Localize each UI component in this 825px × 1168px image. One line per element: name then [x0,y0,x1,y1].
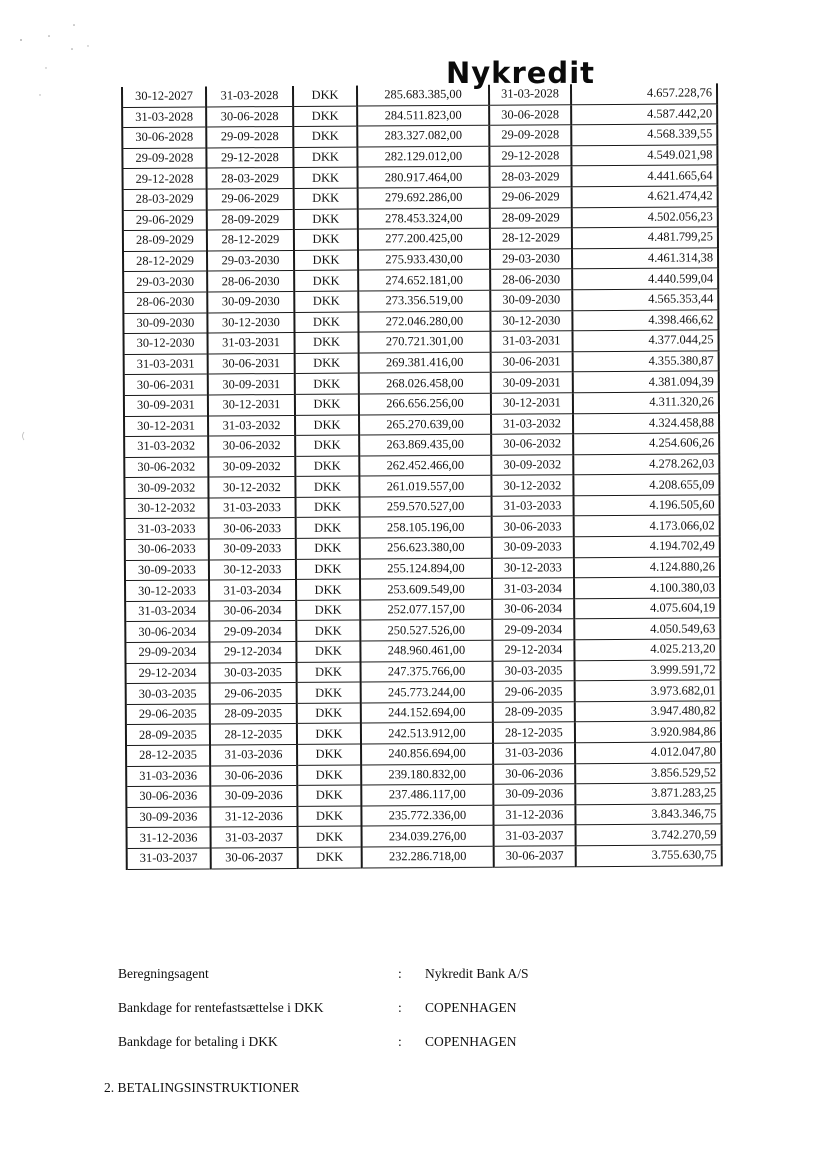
period-start-date: 28-03-2029 [123,189,207,210]
notional-amount: 240.856.694,00 [361,743,493,764]
period-end-date: 31-03-2031 [208,333,295,354]
payment-date: 30-12-2032 [491,475,573,496]
payment-date: 29-12-2034 [492,640,574,661]
notional-amount: 232.286.718,00 [362,846,494,867]
period-end-date: 31-03-2033 [209,497,296,518]
period-start-date: 31-03-2031 [124,354,208,375]
currency-code: DKK [295,394,359,415]
payment-date: 30-09-2033 [492,537,574,558]
period-start-date: 30-06-2034 [125,621,209,642]
notional-amount: 252.077.157,00 [360,599,492,620]
currency-code: DKK [293,147,357,168]
currency-code: DKK [295,332,359,353]
notional-amount: 253.609.549,00 [360,578,492,599]
period-end-date: 28-12-2029 [207,230,294,251]
period-end-date: 30-09-2036 [210,786,297,807]
currency-code: DKK [296,641,360,662]
payment-date: 31-03-2031 [490,331,572,352]
currency-code: DKK [295,373,359,394]
interest-amount: 4.440.599,04 [572,268,718,289]
interest-amount: 4.565.353,44 [572,289,718,310]
currency-code: DKK [294,209,358,230]
speck [71,48,73,50]
payment-date: 31-03-2034 [492,578,574,599]
payment-date: 29-06-2029 [490,187,572,208]
interest-amount: 4.208.655,09 [573,474,719,495]
period-start-date: 30-09-2030 [123,313,207,334]
period-end-date: 31-03-2028 [206,86,293,107]
period-end-date: 30-09-2032 [208,456,295,477]
period-start-date: 30-09-2031 [124,395,208,416]
term-label: Beregningsagent [118,966,209,981]
interest-amount: 4.012.047,80 [575,742,721,763]
period-end-date: 30-06-2032 [208,436,295,457]
currency-code: DKK [296,518,360,539]
currency-code: DKK [297,785,361,806]
period-end-date: 28-09-2035 [210,703,297,724]
currency-code: DKK [294,291,358,312]
interest-amount: 3.920.984,86 [575,721,721,742]
period-start-date: 31-03-2032 [124,436,208,457]
period-end-date: 29-03-2030 [207,250,294,271]
period-start-date: 29-12-2034 [126,663,210,684]
period-start-date: 29-09-2034 [125,642,209,663]
interest-amount: 3.843.346,75 [575,804,721,825]
currency-code: DKK [294,188,358,209]
interest-amount: 4.355.380,87 [573,351,719,372]
period-start-date: 31-03-2028 [122,107,206,128]
interest-amount: 3.947.480,82 [575,701,721,722]
currency-code: DKK [297,744,361,765]
interest-amount: 3.871.283,25 [575,783,721,804]
notional-amount: 234.039.276,00 [362,826,494,847]
period-start-date: 28-09-2035 [126,724,210,745]
notional-amount: 269.381.416,00 [359,352,491,373]
period-start-date: 30-03-2035 [126,683,210,704]
currency-code: DKK [297,723,361,744]
notional-amount: 265.270.639,00 [359,414,491,435]
period-end-date: 30-09-2031 [208,374,295,395]
section-number: 2. [104,1080,115,1095]
interest-amount: 4.025.213,20 [574,639,720,660]
period-start-date: 30-12-2031 [124,415,208,436]
currency-code: DKK [297,806,361,827]
notional-amount: 256.623.380,00 [360,537,492,558]
period-end-date: 31-03-2034 [209,580,296,601]
interest-amount: 4.587.442,20 [571,103,717,124]
period-end-date: 30-12-2031 [208,394,295,415]
interest-amount: 4.381.094,39 [573,371,719,392]
currency-code: DKK [295,456,359,477]
payment-date: 30-12-2033 [492,557,574,578]
period-start-date: 30-09-2032 [124,477,208,498]
speck [48,35,50,37]
payment-date: 30-09-2032 [491,454,573,475]
period-start-date: 30-12-2027 [122,86,206,107]
payment-date: 28-06-2030 [490,269,572,290]
period-start-date: 29-09-2028 [122,148,206,169]
period-end-date: 30-06-2033 [209,518,296,539]
currency-code: DKK [297,662,361,683]
interest-amount: 3.742.270,59 [576,824,722,845]
payment-date: 30-09-2031 [491,372,573,393]
period-start-date: 30-12-2030 [124,333,208,354]
interest-amount: 4.124.880,26 [574,557,720,578]
period-start-date: 30-06-2032 [124,457,208,478]
interest-amount: 4.549.021,98 [571,145,717,166]
payment-date: 30-09-2030 [490,290,572,311]
notional-amount: 278.453.324,00 [358,208,490,229]
notional-amount: 268.026.458,00 [359,373,491,394]
notional-amount: 280.917.464,00 [357,167,489,188]
payment-schedule-table [121,83,723,869]
notional-amount: 258.105.196,00 [360,517,492,538]
notional-amount: 242.513.912,00 [361,723,493,744]
nykredit-logo: Nykredit [446,56,595,90]
notional-amount: 266.656.256,00 [359,393,491,414]
notional-amount: 245.773.244,00 [361,681,493,702]
speck [39,94,40,95]
currency-code: DKK [295,353,359,374]
period-start-date: 30-06-2033 [125,539,209,560]
period-start-date: 30-09-2036 [126,807,210,828]
notional-amount: 274.652.181,00 [358,270,490,291]
period-end-date: 30-06-2036 [210,765,297,786]
payment-date: 30-12-2031 [491,393,573,414]
period-end-date: 28-12-2035 [210,724,297,745]
interest-amount: 4.196.505,60 [574,495,720,516]
currency-code: DKK [295,435,359,456]
notional-amount: 261.019.557,00 [359,476,491,497]
speck [20,39,22,41]
payment-date: 29-09-2034 [492,619,574,640]
period-end-date: 31-03-2032 [208,415,295,436]
currency-code: DKK [296,620,360,641]
term-value: COPENHAGEN [425,1034,517,1049]
notional-amount: 277.200.425,00 [358,228,490,249]
notional-amount: 263.869.435,00 [359,434,491,455]
notional-amount: 270.721.301,00 [359,331,491,352]
currency-code: DKK [296,600,360,621]
section-title: BETALINGSINSTRUKTIONER [117,1080,300,1095]
interest-amount: 4.568.339,55 [571,124,717,145]
notional-amount: 262.452.466,00 [359,455,491,476]
notional-amount: 235.772.336,00 [361,805,493,826]
notional-amount: 244.152.694,00 [361,702,493,723]
interest-amount: 4.324.458,88 [573,412,719,433]
notional-amount: 239.180.832,00 [361,764,493,785]
interest-amount: 4.311.320,26 [573,392,719,413]
period-end-date: 31-03-2037 [211,827,298,848]
currency-code: DKK [295,415,359,436]
interest-amount: 4.254.606,26 [573,433,719,454]
payment-date: 29-09-2028 [489,125,571,146]
interest-amount: 3.856.529,52 [575,762,721,783]
notional-amount: 284.511.823,00 [357,105,489,126]
interest-amount: 4.657.228,76 [571,83,717,104]
payment-date: 28-12-2035 [493,722,575,743]
notional-amount: 272.046.280,00 [358,311,490,332]
section-heading [104,1080,299,1096]
interest-amount: 4.502.056,23 [572,206,718,227]
notional-amount: 273.356.519,00 [358,290,490,311]
period-start-date: 29-12-2028 [123,168,207,189]
period-end-date: 30-09-2033 [209,539,296,560]
period-start-date: 29-06-2035 [126,704,210,725]
currency-code: DKK [294,229,358,250]
payment-date: 30-09-2036 [493,784,575,805]
currency-code: DKK [293,106,357,127]
period-start-date: 31-03-2036 [126,766,210,787]
payment-date: 31-03-2033 [492,496,574,517]
payment-date: 30-06-2034 [492,599,574,620]
period-start-date: 30-09-2033 [125,560,209,581]
notional-amount: 283.327.082,00 [357,125,489,146]
period-end-date: 28-03-2029 [206,168,293,189]
currency-code: DKK [294,250,358,271]
currency-code: DKK [294,312,358,333]
period-end-date: 30-03-2035 [210,662,297,683]
currency-code: DKK [298,826,362,847]
payment-date: 28-12-2029 [490,228,572,249]
period-start-date: 30-12-2032 [125,498,209,519]
speck [23,432,25,440]
period-end-date: 31-12-2036 [210,806,297,827]
interest-amount: 4.377.044,25 [572,330,718,351]
currency-code: DKK [296,559,360,580]
notional-amount: 248.960.461,00 [360,640,492,661]
period-end-date: 29-06-2035 [210,683,297,704]
period-start-date: 31-03-2037 [127,848,211,869]
term-label: Bankdage for rentefastsættelse i DKK [118,1000,324,1015]
notional-amount: 279.692.286,00 [358,187,490,208]
payment-date: 30-06-2037 [494,846,576,867]
currency-code: DKK [296,497,360,518]
currency-code: DKK [296,579,360,600]
notional-amount: 275.933.430,00 [358,249,490,270]
period-start-date: 31-03-2034 [125,601,209,622]
interest-amount: 4.621.474,42 [572,186,718,207]
notional-amount: 285.683.385,00 [357,85,489,106]
payment-date: 31-03-2032 [491,413,573,434]
currency-code: DKK [296,538,360,559]
period-start-date: 28-12-2035 [126,745,210,766]
period-start-date: 31-03-2033 [125,518,209,539]
period-start-date: 28-09-2029 [123,230,207,251]
term-label: Bankdage for betaling i DKK [118,1034,278,1049]
term-separator: : [398,1000,402,1015]
payment-date: 31-03-2028 [489,84,571,105]
period-start-date: 28-12-2029 [123,251,207,272]
interest-amount: 4.398.466,62 [572,309,718,330]
notional-amount: 247.375.766,00 [361,661,493,682]
currency-code: DKK [294,270,358,291]
payment-date: 30-06-2032 [491,434,573,455]
period-start-date: 29-03-2030 [123,271,207,292]
interest-amount: 4.441.665,64 [571,165,717,186]
notional-amount: 282.129.012,00 [357,146,489,167]
period-start-date: 28-06-2030 [123,292,207,313]
payment-date: 30-03-2035 [493,660,575,681]
payment-date: 30-06-2028 [489,104,571,125]
interest-amount: 4.100.380,03 [574,577,720,598]
period-start-date: 30-06-2031 [124,374,208,395]
period-end-date: 29-06-2029 [207,188,294,209]
payment-date: 30-06-2031 [491,351,573,372]
currency-code: DKK [293,86,357,106]
payment-date: 30-06-2033 [492,516,574,537]
payment-date: 31-03-2037 [494,825,576,846]
period-end-date: 30-09-2030 [207,291,294,312]
payment-date: 29-03-2030 [490,248,572,269]
interest-amount: 4.050.549,63 [574,618,720,639]
period-end-date: 28-09-2029 [207,209,294,230]
payment-date: 29-06-2035 [493,681,575,702]
currency-code: DKK [298,847,362,868]
interest-amount: 4.278.262,03 [573,454,719,475]
payment-date: 28-03-2029 [489,166,571,187]
period-start-date: 30-06-2036 [126,786,210,807]
payment-date: 28-09-2029 [490,207,572,228]
payment-date: 30-06-2036 [493,763,575,784]
currency-code: DKK [293,126,357,147]
period-end-date: 30-06-2028 [206,106,293,127]
payment-date: 29-12-2028 [489,146,571,167]
interest-amount: 4.194.702,49 [574,536,720,557]
payment-date: 31-12-2036 [493,805,575,826]
period-start-date: 29-06-2029 [123,210,207,231]
period-end-date: 30-12-2033 [209,559,296,580]
speck [45,67,46,68]
period-end-date: 28-06-2030 [207,271,294,292]
period-start-date: 30-06-2028 [122,127,206,148]
interest-amount: 4.075.604,19 [574,598,720,619]
period-end-date: 30-12-2030 [207,312,294,333]
period-end-date: 29-09-2034 [209,621,296,642]
speck [87,45,88,46]
notional-amount: 250.527.526,00 [360,620,492,641]
period-end-date: 30-06-2037 [211,847,298,868]
notional-amount: 237.486.117,00 [361,784,493,805]
period-end-date: 30-06-2034 [209,600,296,621]
period-end-date: 29-12-2028 [206,147,293,168]
period-start-date: 30-12-2033 [125,580,209,601]
interest-amount: 3.999.591,72 [575,659,721,680]
interest-amount: 4.173.066,02 [574,515,720,536]
term-value: COPENHAGEN [425,1000,517,1015]
period-start-date: 31-12-2036 [127,827,211,848]
term-separator: : [398,966,402,981]
period-end-date: 29-09-2028 [206,127,293,148]
interest-amount: 3.973.682,01 [575,680,721,701]
payment-date: 30-12-2030 [490,310,572,331]
currency-code: DKK [295,476,359,497]
interest-amount: 4.461.314,38 [572,248,718,269]
currency-code: DKK [293,167,357,188]
speck [73,24,75,26]
period-end-date: 30-06-2031 [208,353,295,374]
interest-amount: 4.481.799,25 [572,227,718,248]
term-separator: : [398,1034,402,1049]
notional-amount: 255.124.894,00 [360,558,492,579]
interest-amount: 3.755.630,75 [576,845,722,866]
table-row [127,845,722,869]
schedule-body [122,83,722,869]
period-end-date: 30-12-2032 [208,477,295,498]
currency-code: DKK [297,682,361,703]
payment-date: 28-09-2035 [493,702,575,723]
term-value: Nykredit Bank A/S [425,966,529,981]
currency-code: DKK [297,703,361,724]
currency-code: DKK [297,765,361,786]
notional-amount: 259.570.527,00 [360,496,492,517]
period-end-date: 31-03-2036 [210,744,297,765]
payment-date: 31-03-2036 [493,743,575,764]
period-end-date: 29-12-2034 [209,641,296,662]
